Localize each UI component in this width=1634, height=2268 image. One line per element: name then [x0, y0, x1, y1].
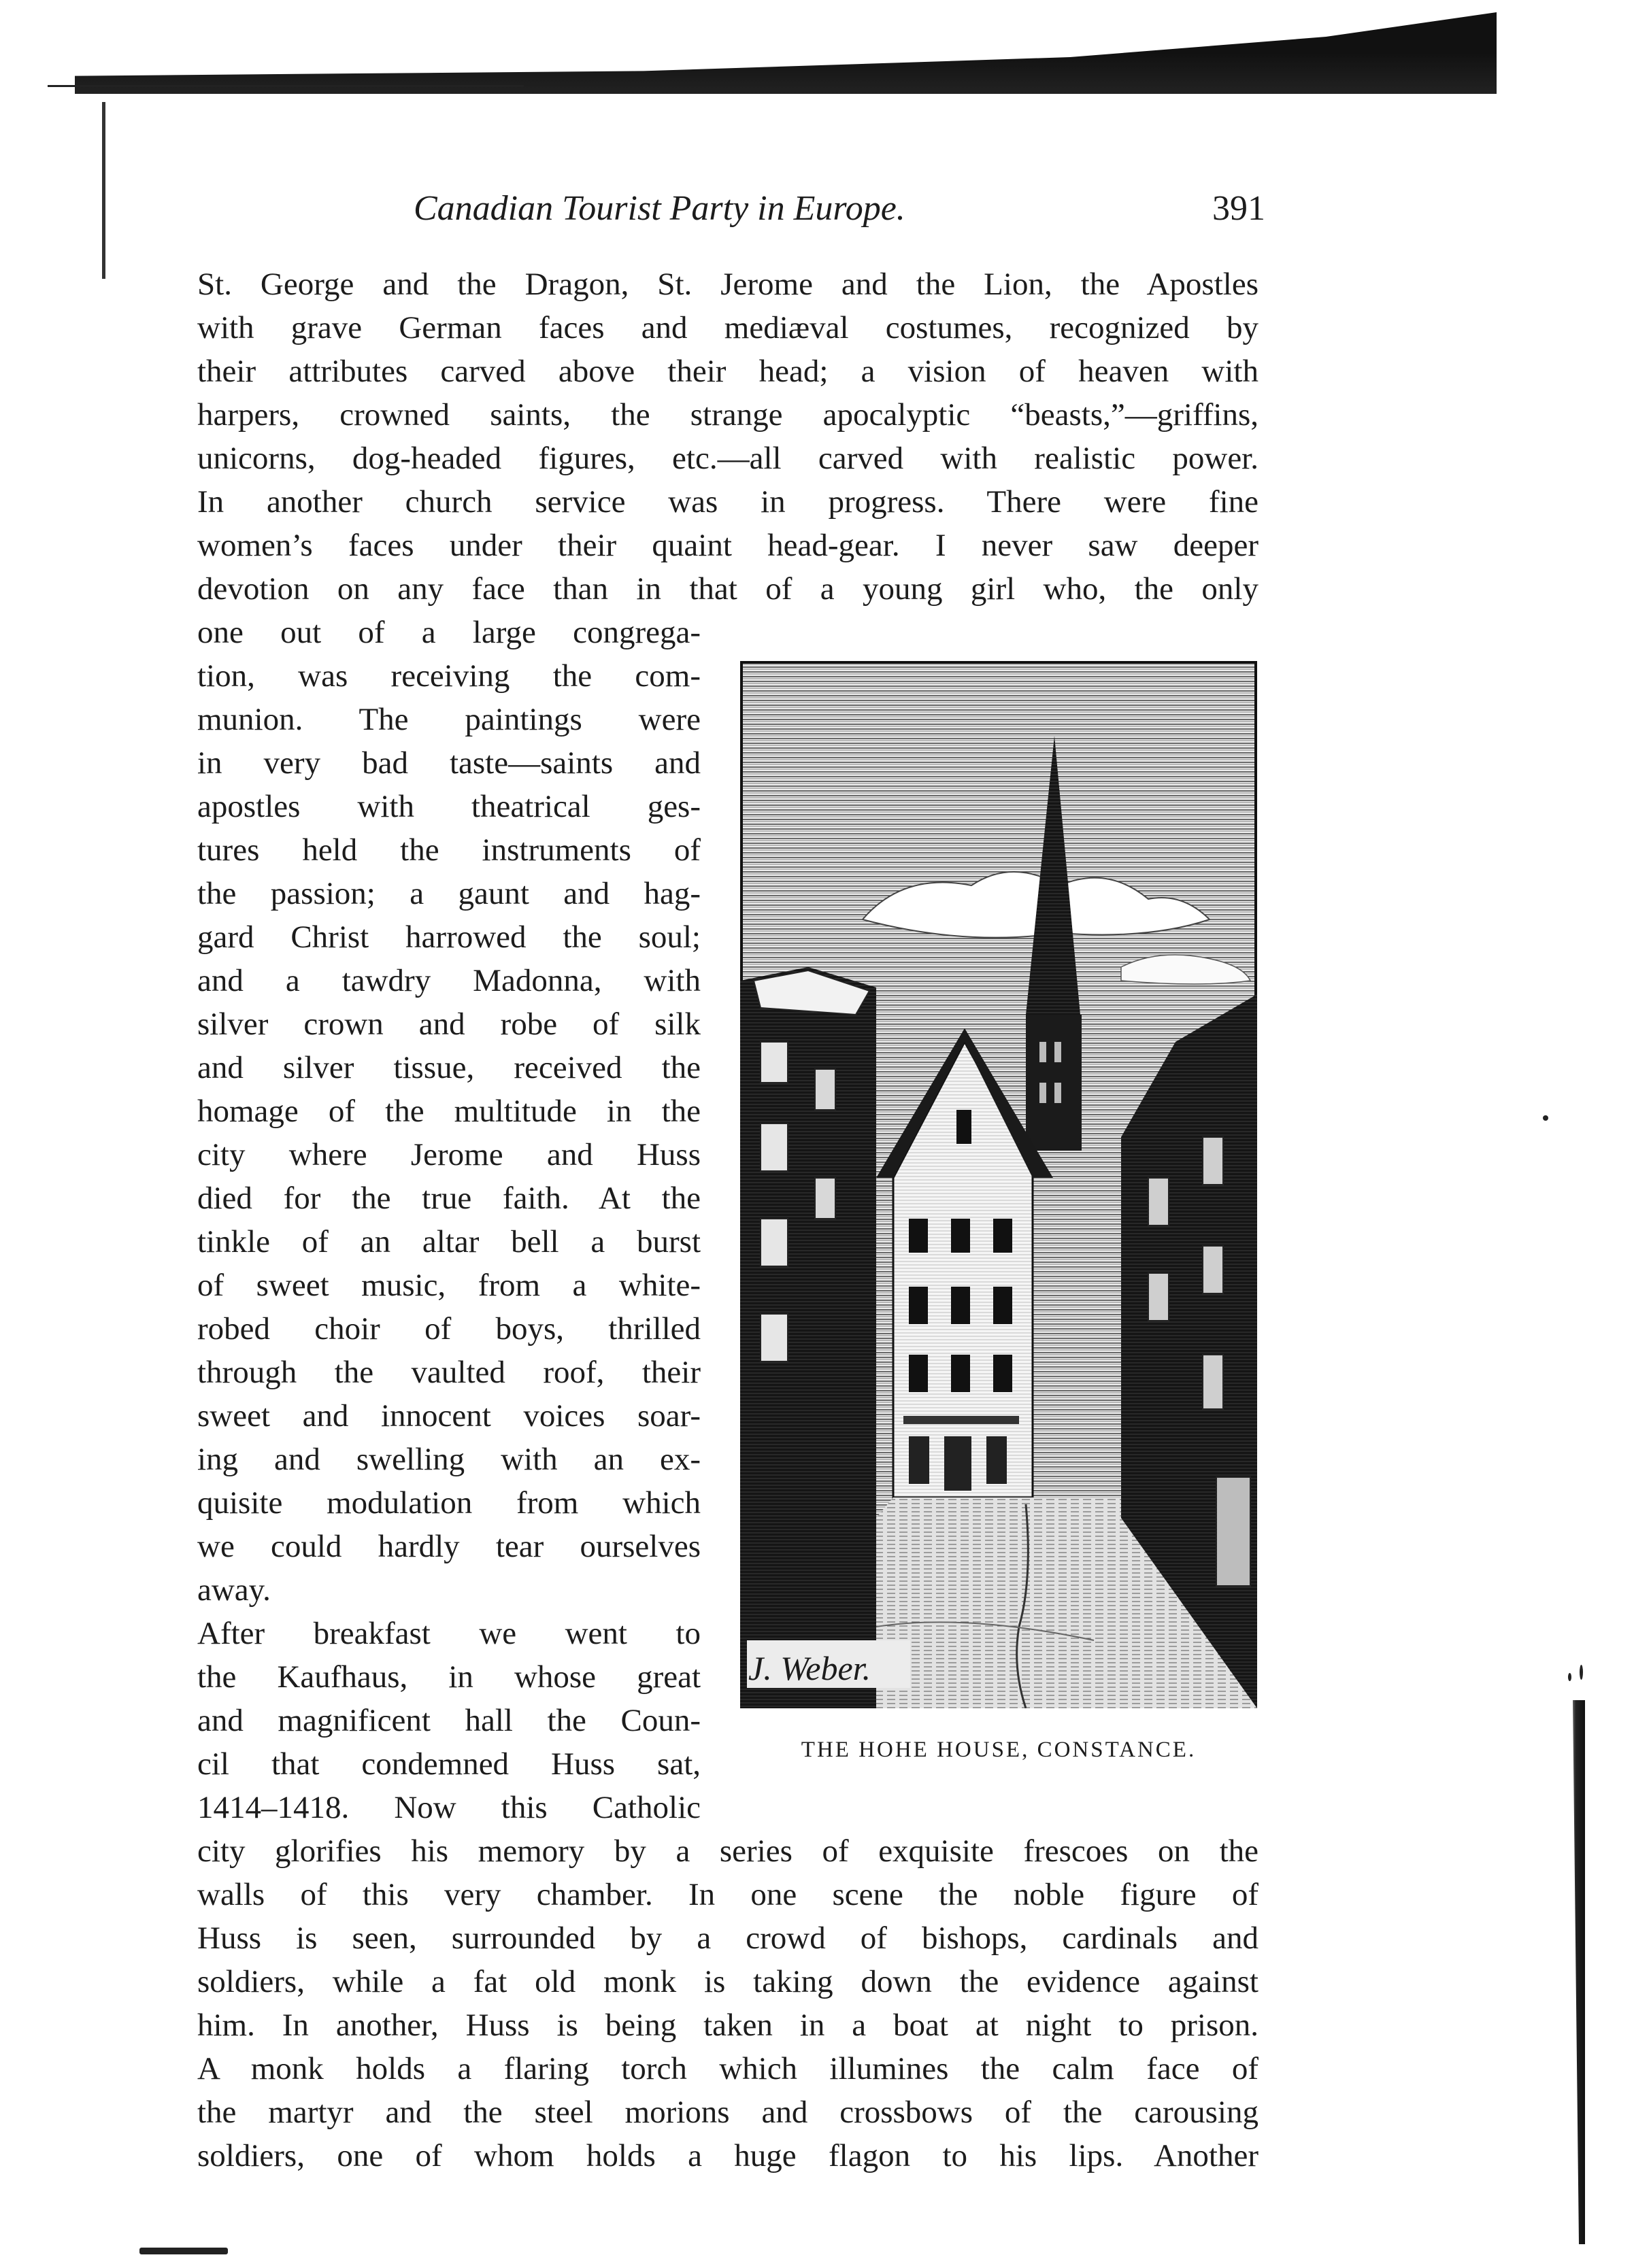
text-line: ing and swelling with an ex- [197, 1442, 701, 1477]
text-line: walls of this very chamber. In one scene the noble figure of [197, 1877, 1258, 1912]
text-line: A monk holds a flaring torch which illumines the calm face of [197, 2051, 1258, 2086]
text-line: city glorifies his memory by a series of exquisite frescoes on the [197, 1833, 1258, 1869]
text-line: apostles with theatrical ges- [197, 789, 701, 824]
text-line: cil that condemned Huss sat, [197, 1746, 701, 1782]
text-line: of sweet music, from a white- [197, 1268, 701, 1303]
text-line: with grave German faces and mediæval costumes, recognized by [197, 310, 1258, 345]
text-line: one out of a large congrega- [197, 615, 701, 650]
text-line: through the vaulted roof, their [197, 1355, 701, 1390]
scan-edge-shadow [75, 12, 1497, 94]
text-line: munion. The paintings were [197, 702, 701, 737]
text-line: city where Jerome and Huss [197, 1137, 701, 1172]
text-line: homage of the multitude in the [197, 1094, 701, 1129]
text-line: him. In another, Huss is being taken in a boat at night to prison. [197, 2008, 1258, 2043]
text-line: gard Christ harrowed the soul; [197, 919, 701, 955]
text-line: tures held the instruments of [197, 832, 701, 868]
text-line: St. George and the Dragon, St. Jerome and the Lion, the Apostles [197, 267, 1258, 302]
text-line: After breakfast we went to [197, 1616, 701, 1651]
text-line: tion, was receiving the com- [197, 658, 701, 694]
engraver-signature: J. Weber. [748, 1649, 871, 1687]
scan-rule-line [48, 85, 524, 87]
text-line: we could hardly tear ourselves [197, 1529, 701, 1564]
text-line: sweet and innocent voices soar- [197, 1398, 701, 1434]
text-line: and magnificent hall the Coun- [197, 1703, 701, 1738]
text-line: and silver tissue, received the [197, 1050, 701, 1085]
street-engraving [740, 661, 1257, 1708]
ink-smudge [139, 2248, 228, 2254]
text-line: unicorns, dog-headed figures, etc.—all carved with realistic power. [197, 441, 1258, 476]
text-line: the Kaufhaus, in whose great [197, 1659, 701, 1695]
figure-caption: THE HOHE HOUSE, CONSTANCE. [801, 1738, 1197, 1762]
text-line: women’s faces under their quaint head-gear. I never saw deeper [197, 528, 1258, 563]
ink-speck [1580, 1665, 1583, 1680]
running-head [408, 185, 1265, 233]
ink-speck [1543, 1115, 1548, 1121]
text-line: the martyr and the steel morions and crossbows of the carousing [197, 2095, 1258, 2130]
text-line: and a tawdry Madonna, with [197, 963, 701, 998]
text-line: silver crown and robe of silk [197, 1006, 701, 1042]
text-line: Huss is seen, surrounded by a crowd of bishops, cardinals and [197, 1920, 1258, 1956]
page-number: 391 [1212, 189, 1265, 228]
text-line: soldiers, one of whom holds a huge flagon to his lips. Another [197, 2138, 1258, 2173]
text-line: quisite modulation from which [197, 1485, 701, 1521]
text-line: harpers, crowned saints, the strange apocalyptic “beasts,”—griffins, [197, 397, 1258, 433]
ink-speck [1568, 1673, 1571, 1681]
page-left-edge-mark [102, 102, 105, 279]
page-right-edge-shadow [1565, 1700, 1585, 2244]
text-line: 1414–1418. Now this Catholic [197, 1790, 701, 1825]
text-line: died for the true faith. At the [197, 1181, 701, 1216]
text-line: in very bad taste—saints and [197, 745, 701, 781]
text-line: devotion on any face than in that of a young girl who, the only [197, 571, 1258, 607]
text-line: robed choir of boys, thrilled [197, 1311, 701, 1347]
text-line: soldiers, while a fat old monk is taking down the evidence against [197, 1964, 1258, 1999]
text-line: away. [197, 1572, 271, 1608]
running-title: Canadian Tourist Party in Europe. [414, 189, 905, 228]
text-line: In another church service was in progress. There were fine [197, 484, 1258, 520]
text-line: their attributes carved above their head; a vision of heaven with [197, 354, 1258, 389]
text-line: tinkle of an altar bell a burst [197, 1224, 701, 1259]
text-line: the passion; a gaunt and hag- [197, 876, 701, 911]
